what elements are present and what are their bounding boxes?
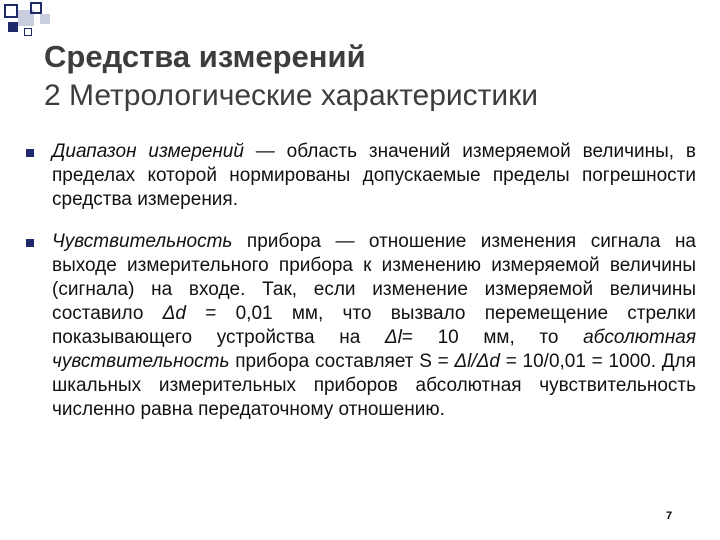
text-segment: = 0,01 мм, что вызвало перемещение стрелки показывающего устройства на (52, 303, 696, 348)
deco-square (8, 22, 18, 32)
deco-square (40, 14, 50, 24)
deco-square (4, 4, 18, 18)
term: абсолютная чувствительность (52, 327, 696, 372)
slide-title (44, 38, 694, 116)
term: Чувствительность (52, 231, 233, 252)
variable: Δd (162, 303, 186, 324)
bullet-text (52, 230, 696, 422)
deco-square (24, 28, 32, 36)
variable: Δl (384, 327, 402, 348)
corner-decoration (0, 0, 720, 40)
title-line-2: 2 Метрологические характеристики (44, 79, 539, 112)
square-bullet-icon (26, 239, 34, 247)
bullet-item (26, 140, 696, 212)
definition: — область значений измеряемой величины, в пределах которой нормированы допускаемые пределы погрешности средства измерения. (52, 141, 696, 210)
bullet-text (52, 140, 696, 212)
deco-square (30, 2, 42, 14)
square-bullet-icon (26, 149, 34, 157)
text-segment: прибора составляет S = (229, 351, 455, 372)
page-number: 7 (666, 510, 673, 522)
variable: Δl/Δd (454, 351, 500, 372)
text-segment: = 10/0,01 = 1000. Для шкальных измерительных приборов абсолютная чувствительность численно равна передаточному отношению. (52, 351, 696, 420)
title-line-1: Средства измерений (44, 39, 366, 74)
bullet-item (26, 230, 696, 422)
text-segment: прибора — отношение изменения сигнала на выходе измерительного прибора к изменению измеряемой величины (сигнала) на входе. Так, если изменение измеряемой величины составило (52, 231, 696, 324)
term: Диапазон измерений (52, 141, 244, 162)
text-segment: = 10 мм, то (401, 327, 584, 348)
slide-body (26, 140, 696, 440)
